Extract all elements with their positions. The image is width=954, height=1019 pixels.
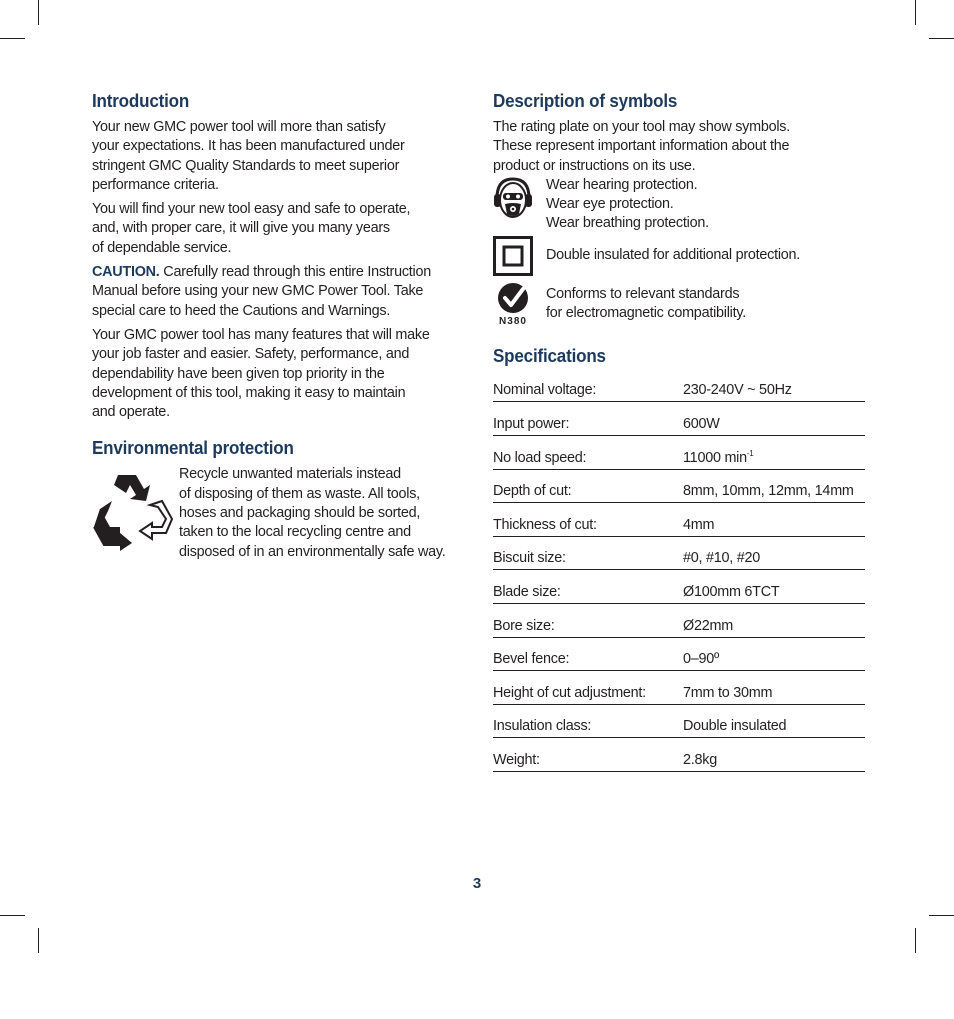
intro-paragraph-4: Your GMC power tool has many features that will make your job faster and easier. Safety, performance, and dependability have been given top priority in the development of this tool, making it easy to maintain and operate. <box>92 326 430 421</box>
crop-mark <box>38 0 39 25</box>
table-row: Biscuit size: #0, #10, #20 <box>493 536 865 570</box>
crop-mark <box>929 915 954 916</box>
table-row: Thickness of cut: 4mm <box>493 503 865 537</box>
environmental-block <box>92 465 457 561</box>
double-insulated-icon <box>493 236 533 276</box>
table-row: Bevel fence: 0–90º <box>493 637 865 671</box>
symbol-text-double-insulated: Double insulated for additional protection. <box>546 246 801 263</box>
crop-mark <box>0 915 25 916</box>
table-row: Blade size: Ø100mm 6TCT <box>493 570 865 604</box>
environmental-text: Recycle unwanted materials instead of disposing of them as waste. All tools, hoses and packaging should be sorted, taken to the local recycling centre and disposed of in an environmentally safe way. <box>179 466 446 560</box>
symbol-text-emc-2: for electromagnetic compatibility. <box>546 305 746 322</box>
symbol-row-emc <box>493 282 865 327</box>
specifications-section <box>493 345 865 772</box>
symbol-text-emc-1: Conforms to relevant standards <box>546 285 740 302</box>
symbols-heading: Description of symbols <box>493 90 678 111</box>
crop-mark <box>915 0 916 25</box>
table-row: Insulation class: Double insulated <box>493 704 865 738</box>
symbol-text-hearing: Wear hearing protection. <box>546 176 698 193</box>
recycle-icon <box>92 471 174 551</box>
right-column <box>493 90 865 772</box>
caution-paragraph: CAUTION. Carefully read through this entire Instruction Manual before using your new GMC Power Tool. Take special care to heed the Cautions and Warnings. <box>92 264 431 319</box>
environmental-heading: Environmental protection <box>92 437 294 459</box>
crop-mark <box>915 928 916 953</box>
table-row: Bore size: Ø22mm <box>493 603 865 637</box>
symbol-text-eye: Wear eye protection. <box>546 196 674 213</box>
introduction-heading: Introduction <box>92 90 190 111</box>
crop-mark <box>929 38 954 39</box>
caution-label: CAUTION. <box>92 264 160 281</box>
table-row: Height of cut adjustment: 7mm to 30mm <box>493 671 865 705</box>
crop-mark <box>38 928 39 953</box>
table-row: Depth of cut: 8mm, 10mm, 12mm, 14mm <box>493 469 865 503</box>
table-row: Nominal voltage: 230-240V ~ 50Hz <box>493 369 865 402</box>
specifications-heading: Specifications <box>493 344 606 366</box>
c-tick-icon <box>496 282 530 314</box>
symbols-section <box>493 90 865 327</box>
symbol-text-breathing: Wear breathing protection. <box>546 215 709 232</box>
environmental-section <box>92 437 457 561</box>
symbol-row-protection <box>493 176 865 234</box>
protective-gear-icon <box>493 176 533 224</box>
c-tick-label: N380 <box>499 315 527 327</box>
intro-paragraph-2: You will find your new tool easy and safe to operate, and, with proper care, it will give you many years of dependable service. <box>92 201 411 256</box>
left-column <box>92 90 457 567</box>
specifications-table <box>493 369 865 772</box>
introduction-section <box>92 90 457 422</box>
page-number: 3 <box>472 875 482 892</box>
table-row: No load speed: 11000 $\min^{-1}$ <box>493 435 865 469</box>
symbol-row-double-insulated <box>493 236 865 276</box>
table-row: Weight: 2.8kg <box>493 738 865 772</box>
intro-paragraph-1: Your new GMC power tool will more than satisfy your expectations. It has been manufactured under stringent GMC Quality Standards to meet superior performance criteria. <box>92 119 405 193</box>
table-row: Input power: 600W <box>493 402 865 436</box>
crop-mark <box>0 38 25 39</box>
symbols-intro: The rating plate on your tool may show symbols. These represent important information about the product or instructions on its use. <box>493 119 790 174</box>
